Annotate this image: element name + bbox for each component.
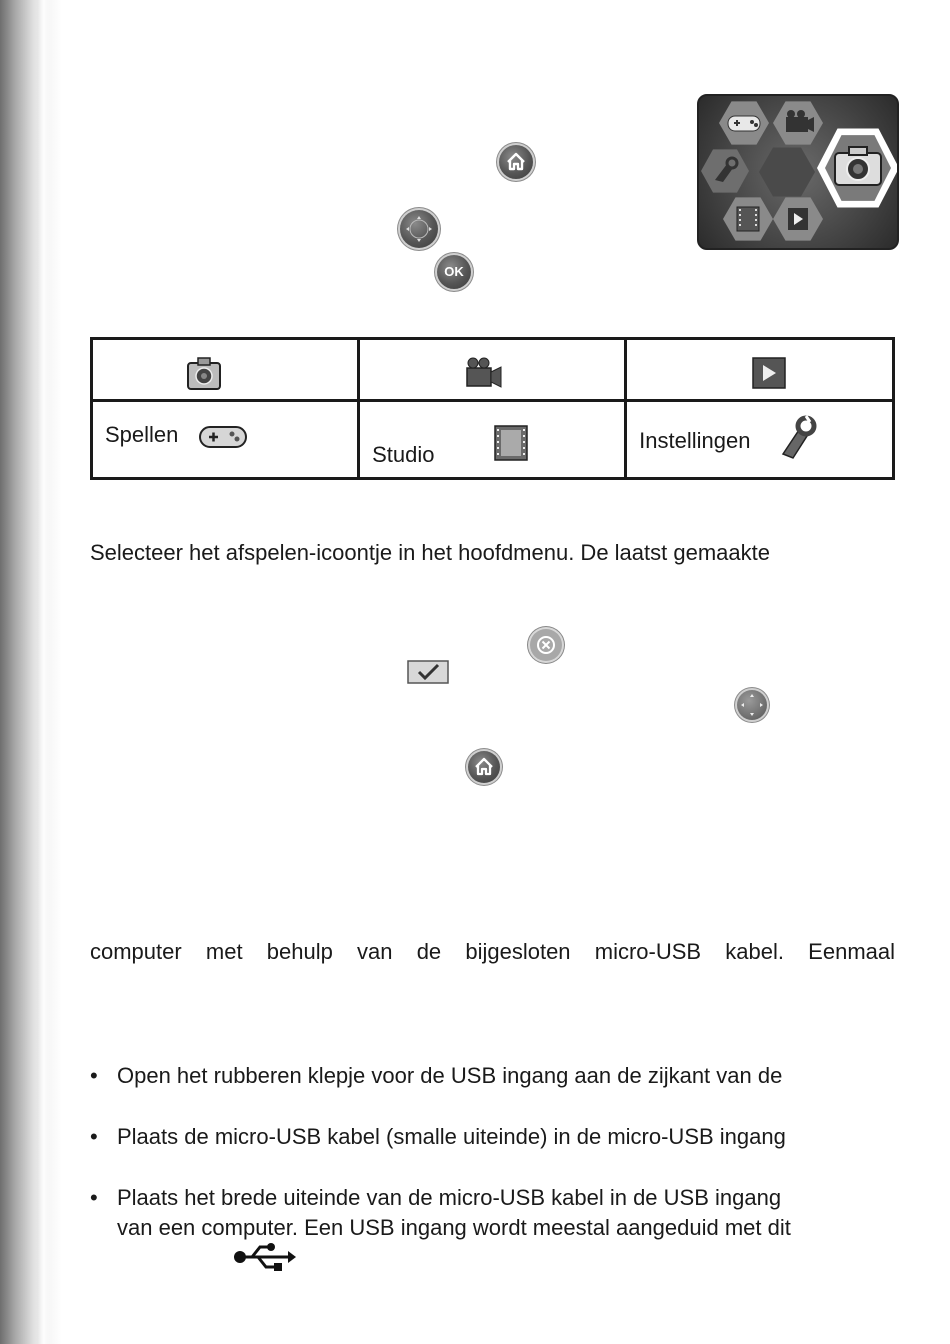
usb-symbol-icon <box>232 1242 296 1272</box>
table-cell-settings <box>626 401 894 479</box>
bullet-marker: • <box>90 1063 98 1088</box>
mode-table <box>90 337 895 480</box>
game-icon <box>197 422 249 457</box>
playback-icon <box>751 356 787 395</box>
page-edge-decoration <box>0 0 62 1344</box>
table-cell-games <box>92 401 359 479</box>
table-cell-video <box>359 339 626 401</box>
camera-icon <box>817 126 899 210</box>
settings-label: Instellingen <box>639 428 751 453</box>
playback-icon <box>773 196 823 242</box>
home-icon <box>468 751 500 783</box>
delete-icon <box>530 629 562 661</box>
settings-icon <box>775 412 819 467</box>
home-icon <box>499 145 533 179</box>
bullet-insert-usb-computer: Plaats het brede uiteinde van de micro-USB kabel in de USB ingang <box>117 1185 782 1210</box>
settings-icon <box>701 148 749 194</box>
checkbox-checked-icon <box>407 660 449 684</box>
directional-pad-icon <box>400 210 438 248</box>
video-camera-icon <box>773 100 823 146</box>
table-cell-camera <box>92 339 359 401</box>
studio-film-icon <box>723 196 773 242</box>
directional-pad-icon <box>737 690 767 720</box>
games-label: Spellen <box>105 422 179 447</box>
hex-center <box>759 146 815 198</box>
bullet-marker: • <box>90 1185 98 1210</box>
table-cell-studio <box>359 401 626 479</box>
ok-label: OK <box>444 264 464 279</box>
studio-film-icon <box>492 424 530 467</box>
playback-paragraph: Selecteer het afspelen-icoontje in het hoofdmenu. De laatst gemaakte <box>90 540 770 565</box>
bullet-open-cover: Open het rubberen klepje voor de USB ingang aan de zijkant van de <box>117 1063 783 1088</box>
bullet-insert-usb-computer-line2: van een computer. Een USB ingang wordt meestal aangeduid met dit <box>117 1215 791 1240</box>
usb-intro-paragraph: computer met behulp van de bijgesloten micro-USB kabel. Eenmaal <box>90 939 895 964</box>
table-cell-playback <box>626 339 894 401</box>
bullet-insert-micro-usb: Plaats de micro-USB kabel (smalle uiteinde) in de micro-USB ingang <box>117 1124 786 1149</box>
ok-button-icon <box>437 255 471 289</box>
bullet-marker: • <box>90 1124 98 1149</box>
main-menu-screen <box>697 94 899 250</box>
camera-icon <box>185 354 223 397</box>
game-icon <box>719 100 769 146</box>
video-camera-icon <box>464 354 504 397</box>
studio-label: Studio <box>372 442 435 467</box>
